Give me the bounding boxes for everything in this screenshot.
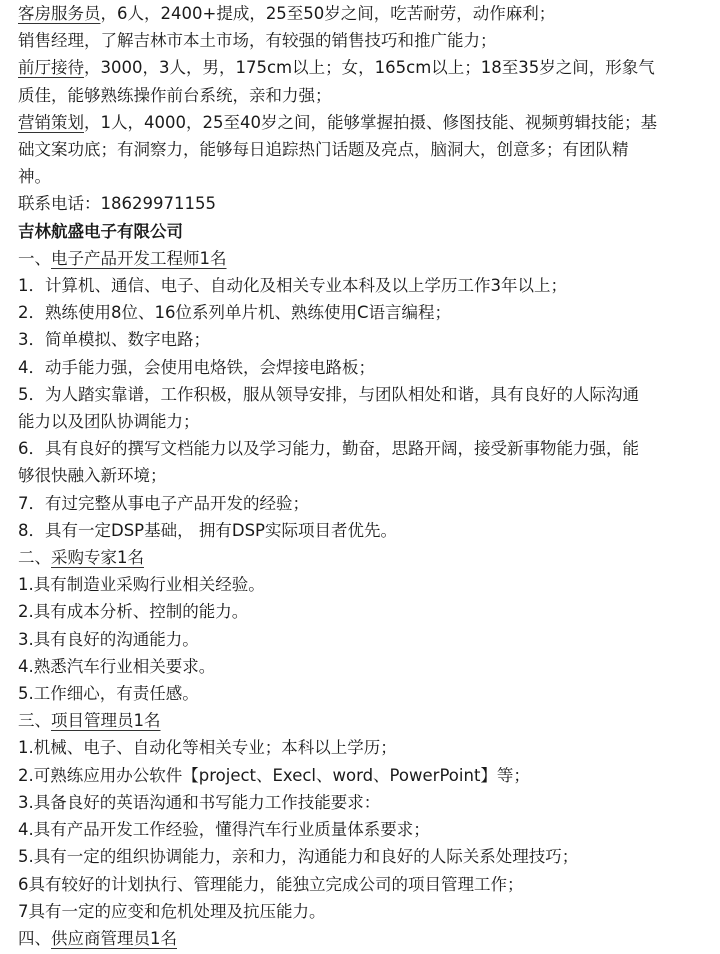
requirement-item: 2.具有成本分析、控制的能力。 — [18, 602, 249, 622]
intro-line — [18, 163, 702, 190]
requirement-item: 1.具有制造业采购行业相关经验。 — [18, 575, 265, 595]
requirement-item: 5.具有一定的组织协调能力，亲和力，沟通能力和良好的人际关系处理技巧； — [18, 847, 579, 867]
section-electronic-engineer — [18, 245, 702, 544]
requirement-item: 1.机械、电子、自动化等相关专业；本科以上学历； — [18, 738, 397, 758]
requirement-item: 3.具备良好的英语沟通和书写能力工作技能要求： — [18, 792, 381, 812]
intro-line — [18, 82, 702, 109]
section-title: 采购专家1名 — [51, 548, 144, 568]
section-prefix: 三、 — [18, 711, 51, 731]
section-prefix: 二、 — [18, 548, 51, 568]
section-title: 项目管理员1名 — [51, 711, 161, 731]
intro-line — [18, 109, 702, 136]
contact-phone-text: 联系电话：18629971155 — [18, 194, 216, 214]
requirement-item: 够很快融入新环境； — [18, 466, 167, 486]
section-project-manager — [18, 707, 702, 925]
job-detail: 质佳，能够熟练操作前台系统，亲和力强； — [18, 85, 332, 105]
job-detail: 销售经理，了解吉林市本土市场，有较强的销售技巧和推广能力； — [18, 31, 497, 51]
requirement-item: 6．具有良好的撰写文档能力以及学习能力，勤奋，思路开阔，接受新事物能力强，能 — [18, 439, 639, 459]
job-detail: ，1人，4000，25至40岁之间，能够掌握拍摄、修图技能、视频剪辑技能；基 — [84, 112, 657, 132]
section-title: 电子产品开发工程师1名 — [51, 248, 227, 268]
requirement-item: 5.工作细心，有责任感。 — [18, 684, 199, 704]
job-detail: ，3000，3人，男，175cm以上；女，165cm以上；18至35岁之间，形象气 — [84, 58, 655, 78]
job-detail: 神。 — [18, 167, 51, 187]
requirement-item: 7具有一定的应变和危机处理及抗压能力。 — [18, 901, 326, 921]
company-name: 吉林航盛电子有限公司 — [18, 221, 183, 241]
requirement-item: 6具有较好的计划执行、管理能力，能独立完成公司的项目管理工作； — [18, 874, 524, 894]
requirement-item: 4.熟悉汽车行业相关要求。 — [18, 656, 216, 676]
intro-line — [18, 54, 702, 81]
intro-line — [18, 136, 702, 163]
requirement-item: 3.具有良好的沟通能力。 — [18, 629, 199, 649]
intro-line — [18, 27, 702, 54]
requirement-item: 2．熟练使用8位、16位系列单片机、熟练使用C语言编程； — [18, 303, 452, 323]
intro-line — [18, 0, 702, 27]
section-prefix: 一、 — [18, 248, 51, 268]
requirement-item: 1．计算机、通信、电子、自动化及相关专业本科及以上学历工作3年以上； — [18, 276, 567, 296]
section-purchasing-expert — [18, 544, 702, 707]
contact-phone — [18, 190, 702, 217]
job-title-underlined: 营销策划 — [18, 112, 84, 132]
requirement-item: 4．动手能力强，会使用电烙铁，会焊接电路板； — [18, 357, 375, 377]
section-heading — [18, 925, 702, 952]
section-supplier-manager — [18, 925, 702, 952]
section-heading — [18, 544, 702, 571]
requirement-item: 2.可熟练应用办公软件【project、Execl、word、PowerPoint】等； — [18, 765, 530, 785]
requirement-item: 能力以及团队协调能力； — [18, 412, 200, 432]
requirement-item: 7．有过完整从事电子产品开发的经验； — [18, 493, 309, 513]
section-heading — [18, 245, 702, 272]
intro-block — [18, 0, 702, 218]
section-prefix: 四、 — [18, 928, 51, 948]
job-title-underlined: 前厅接待 — [18, 58, 84, 78]
requirement-item: 8．具有一定DSP基础， 拥有DSP实际项目者优先。 — [18, 520, 398, 540]
job-detail: 础文案功底；有洞察力，能够每日追踪热门话题及亮点，脑洞大，创意多；有团队精 — [18, 140, 629, 160]
job-posting-document — [18, 0, 702, 952]
job-detail: ，6人，2400+提成，25至50岁之间，吃苦耐劳，动作麻利； — [100, 4, 556, 23]
requirement-item: 4.具有产品开发工作经验，懂得汽车行业质量体系要求； — [18, 820, 430, 840]
section-title: 供应商管理员1名 — [51, 928, 177, 948]
requirement-item: 5．为人踏实靠谱，工作积极，服从领导安排，与团队相处和谐，具有良好的人际沟通 — [18, 384, 639, 404]
section-heading — [18, 707, 702, 734]
requirement-item: 3．简单模拟、数字电路； — [18, 330, 210, 350]
job-title-underlined: 客房服务员 — [18, 4, 101, 23]
